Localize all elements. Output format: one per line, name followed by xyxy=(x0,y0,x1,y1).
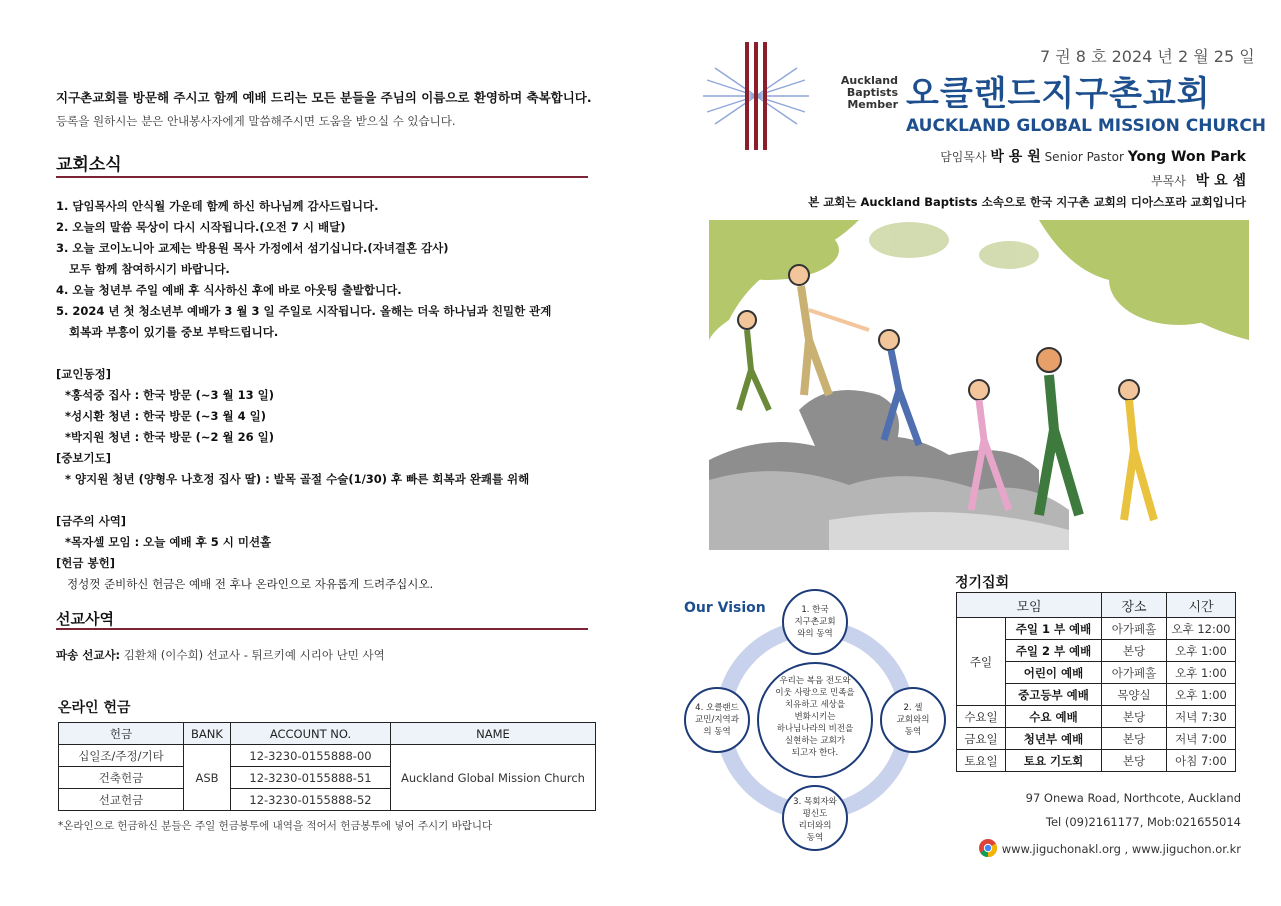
news-item: 모두 함께 참여하시기 바랍니다. xyxy=(69,262,230,276)
event-place: 본당 xyxy=(1102,750,1167,772)
prayer-title: [중보기도] xyxy=(56,451,111,465)
associate-pastor-name: 박 요 셉 xyxy=(1195,173,1246,189)
vision-text-line: 교민/지역과 xyxy=(695,715,739,725)
giving-type: 건축헌금 xyxy=(59,767,184,789)
news-item: 5. 2024 년 첫 청소년부 예배가 3 월 3 일 주일로 시작됩니다. 올해는 더욱 하나님과 친밀한 관계 xyxy=(56,304,552,318)
event-name: 주일 2 부 예배 xyxy=(1006,640,1102,662)
news-title: 교회소식 xyxy=(56,155,122,175)
vision-text-line: 3. 목회자와 xyxy=(793,797,837,807)
bank-name: ASB xyxy=(184,745,231,811)
vision-text-line: 이웃 사랑으로 민족을 xyxy=(775,688,855,698)
online-giving-title: 온라인 헌금 xyxy=(58,700,131,716)
account-name: Auckland Global Mission Church xyxy=(391,745,596,811)
vision-text-line: 와의 동역 xyxy=(797,629,833,639)
church-name-english: AUCKLAND GLOBAL MISSION CHURCH xyxy=(906,116,1267,136)
event-name: 주일 1 부 예배 xyxy=(1006,618,1102,640)
event-time: 아침 7:00 xyxy=(1167,750,1236,772)
giving-note: *온라인으로 헌금하신 분들은 주일 헌금봉투에 내역을 적어서 헌금봉투에 넣어 주시기 바랍니다 xyxy=(58,820,493,832)
ministry-item: *목자셀 모임 : 오늘 예배 후 5 시 미션홀 xyxy=(65,535,272,549)
website-line xyxy=(978,838,1241,858)
church-address: 97 Onewa Road, Northcote, Auckland xyxy=(1025,791,1241,805)
event-name: 어린이 예배 xyxy=(1006,662,1102,684)
affiliation-statement: 본 교회는 Auckland Baptists 소속으로 한국 지구촌 교회의 디아스포라 교회입니다 xyxy=(808,195,1246,209)
vision-text-line: 치유하고 세상을 xyxy=(784,700,846,710)
church-name-korean: 오클랜드지구촌교회 xyxy=(906,74,1211,114)
vision-text-line: 우리는 복음 전도와 xyxy=(779,676,851,686)
prayer-item: * 양지원 청년 (양형우 나호정 집사 딸) : 발목 골절 수술(1/30) 후 빠른 회복과 완쾌를 위해 xyxy=(65,472,530,486)
missionary-text: 김환채 (이수희) 선교사 - 튀르키예 시리아 난민 사역 xyxy=(120,648,385,662)
offering-title: [헌금 봉헌] xyxy=(56,556,115,570)
event-time: 저녁 7:00 xyxy=(1167,728,1236,750)
welcome-message: 지구촌교회를 방문해 주시고 함께 예배 드리는 모든 분들을 주님의 이름으로 환영하며 축복합니다. xyxy=(56,90,592,105)
senior-pastor-en-label: Senior Pastor xyxy=(1044,150,1124,164)
account-number: 12-3230-0155888-52 xyxy=(231,789,391,811)
vision-text-line: 1. 한국 xyxy=(801,605,829,615)
event-time: 오후 1:00 xyxy=(1167,662,1236,684)
schedule-title: 정기집회 xyxy=(955,575,1010,591)
table-row xyxy=(957,618,1236,640)
news-item: 4. 오늘 청년부 주일 예배 후 식사하신 후에 바로 아웃팅 출발합니다. xyxy=(56,283,402,297)
event-name: 중고등부 예배 xyxy=(1006,684,1102,706)
vision-text-line: 실현하는 교회가 xyxy=(784,736,846,746)
member-news-item: *박지원 청년 : 한국 방문 (~2 월 26 일) xyxy=(65,430,274,444)
column-header: 장소 xyxy=(1102,593,1167,618)
giving-type: 선교헌금 xyxy=(59,789,184,811)
table-row xyxy=(59,745,596,767)
account-number: 12-3230-0155888-51 xyxy=(231,767,391,789)
table-header-row xyxy=(957,593,1236,618)
vision-text-line: 동역 xyxy=(806,833,824,843)
church-phone: Tel (09)2161177, Mob:021655014 xyxy=(1045,815,1241,829)
event-time: 오후 12:00 xyxy=(1167,618,1236,640)
vision-text-line: 4. 오클랜드 xyxy=(695,703,739,713)
day-label: 금요일 xyxy=(957,728,1006,750)
column-header: ACCOUNT NO. xyxy=(231,723,391,745)
giving-type: 십일조/주정/기타 xyxy=(59,745,184,767)
association-label xyxy=(838,75,898,111)
column-header: BANK xyxy=(184,723,231,745)
association-label-line: Baptists xyxy=(846,86,898,99)
news-body xyxy=(56,196,596,595)
event-place: 본당 xyxy=(1102,706,1167,728)
association-label-line: Auckland xyxy=(840,74,898,87)
event-time: 오후 1:00 xyxy=(1167,684,1236,706)
vision-right-text xyxy=(873,702,953,738)
offering-text: 정성껏 준비하신 헌금은 예배 전 후나 온라인으로 자유롭게 드려주십시오. xyxy=(67,577,434,591)
event-place: 아가페홀 xyxy=(1102,618,1167,640)
vision-center-text xyxy=(760,675,870,759)
column-header: 모임 xyxy=(957,593,1102,618)
vision-text-line: 동역 xyxy=(904,727,922,737)
giving-table xyxy=(58,722,596,811)
senior-pastor-label: 담임목사 xyxy=(940,150,987,164)
news-item: 2. 오늘의 말씀 묵상이 다시 시작됩니다.(오전 7 시 배달) xyxy=(56,220,346,234)
vision-text-line: 리더와의 xyxy=(798,821,832,831)
associate-pastor-line xyxy=(1151,170,1246,190)
news-divider xyxy=(56,176,588,178)
news-item: 회복과 부흥이 있기를 중보 부탁드립니다. xyxy=(69,325,279,339)
event-time: 오후 1:00 xyxy=(1167,640,1236,662)
table-row xyxy=(957,750,1236,772)
event-name: 토요 기도회 xyxy=(1006,750,1102,772)
senior-pastor-line xyxy=(940,146,1246,166)
website-links[interactable]: www.jiguchonakl.org , www.jiguchon.or.kr xyxy=(1001,842,1241,856)
event-place: 목양실 xyxy=(1102,684,1167,706)
event-name: 수요 예배 xyxy=(1006,706,1102,728)
senior-pastor-name-ko: 박 용 원 xyxy=(990,149,1041,165)
member-news-title: [교인동정] xyxy=(56,367,111,381)
news-item: 3. 오늘 코이노니아 교제는 박용원 목사 가정에서 섬기십니다.(자녀결혼 감사) xyxy=(56,241,449,255)
mission-title: 선교사역 xyxy=(56,610,114,628)
vision-top-text xyxy=(775,604,855,640)
table-row xyxy=(957,728,1236,750)
hikers-illustration xyxy=(709,220,1249,550)
ministry-title: [금주의 사역] xyxy=(56,514,127,528)
vision-text-line: 지구촌교회 xyxy=(794,617,836,627)
registration-note: 등록을 원하시는 분은 안내봉사자에게 말씀해주시면 도움을 받으실 수 있습니다. xyxy=(56,114,456,128)
vision-text-line: 2. 셀 xyxy=(903,703,923,713)
account-number: 12-3230-0155888-00 xyxy=(231,745,391,767)
missionary-line xyxy=(56,647,385,663)
vision-text-line: 하나님나라의 비전을 xyxy=(776,724,854,734)
vision-text-line: 평신도 xyxy=(802,809,828,819)
day-label: 주일 xyxy=(957,618,1006,706)
event-name: 청년부 예배 xyxy=(1006,728,1102,750)
column-header: NAME xyxy=(391,723,596,745)
column-header: 헌금 xyxy=(59,723,184,745)
news-item: 1. 담임목사의 안식월 가운데 함께 하신 하나님께 감사드립니다. xyxy=(56,199,379,213)
vision-text-line: 의 동역 xyxy=(703,727,731,737)
table-header-row xyxy=(59,723,596,745)
associate-pastor-label: 부목사 xyxy=(1151,174,1186,188)
association-label-line: Member xyxy=(847,98,898,111)
column-header: 시간 xyxy=(1167,593,1236,618)
vision-left-text xyxy=(677,702,757,738)
schedule-table xyxy=(956,592,1236,772)
event-time: 저녁 7:30 xyxy=(1167,706,1236,728)
vision-title: Our Vision xyxy=(684,600,766,616)
chrome-icon xyxy=(978,838,998,858)
cross-logo-icon xyxy=(703,40,809,152)
table-row xyxy=(957,706,1236,728)
vision-text-line: 되고자 한다. xyxy=(791,748,839,758)
member-news-item: *성시환 청년 : 한국 방문 (~3 월 4 일) xyxy=(65,409,266,423)
member-news-item: *홍석중 집사 : 한국 방문 (~3 월 13 일) xyxy=(65,388,274,402)
mission-divider xyxy=(56,628,588,630)
missionary-label: 파송 선교사: xyxy=(56,648,121,662)
senior-pastor-name-en: Yong Won Park xyxy=(1127,149,1246,165)
vision-text-line: 교회와의 xyxy=(896,715,930,725)
day-label: 토요일 xyxy=(957,750,1006,772)
day-label: 수요일 xyxy=(957,706,1006,728)
vision-bottom-text xyxy=(775,796,855,844)
issue-date: 7 권 8 호 2024 년 2 월 25 일 xyxy=(1040,47,1255,66)
vision-text-line: 변화시키는 xyxy=(794,712,836,722)
event-place: 본당 xyxy=(1102,640,1167,662)
event-place: 본당 xyxy=(1102,728,1167,750)
event-place: 아가페홀 xyxy=(1102,662,1167,684)
